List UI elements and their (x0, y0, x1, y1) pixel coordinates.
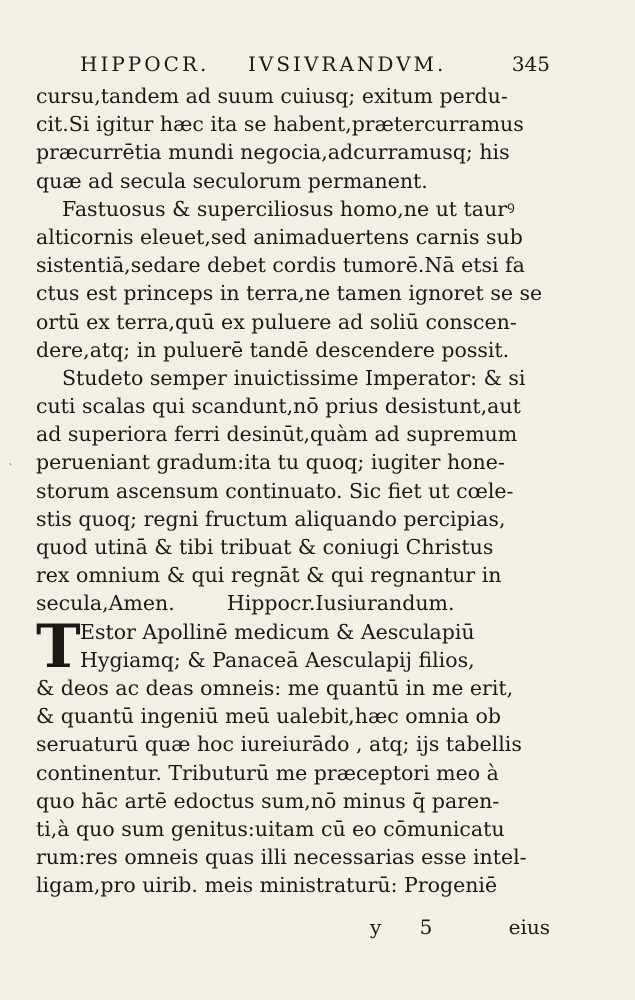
text-line: & quantū ingeniū meū ualebit,hæc omnia ob (36, 704, 502, 729)
text-line: seruaturū quæ hoc iureiurādo , atq; ijs tabellis (36, 732, 522, 757)
text-line: stis quoq; regni fructum aliquando percipias, (36, 506, 506, 531)
text-line: & deos ac deas omneis: me quantū in me erit, (36, 675, 514, 700)
text-line: Fastuosus & superciliosus homo,ne ut taurꝰ (62, 196, 515, 221)
drop-cap: T (36, 611, 81, 682)
catchword: eius (508, 915, 550, 939)
text-line: quo hāc artē edoctus sum,nō minus q̄ paren- (36, 788, 500, 813)
text-line: Hygiamq; & Panaceā Aesculapij filios, (80, 647, 475, 672)
text-line: rum:res omneis quas illi necessarias esse intel- (36, 845, 527, 870)
text-line: rex omnium & qui regnāt & qui regnantur in (36, 563, 502, 588)
running-head (80, 52, 550, 76)
text-line: ad superiora ferri desinūt,quàm ad supremum (36, 422, 518, 447)
text-line: continentur. Tributurū me præceptori meo à (36, 760, 499, 785)
text-line: quæ ad secula seculorum permanent. (36, 168, 428, 193)
text-line: dere,atq; in puluerē tandē descendere possit. (36, 337, 510, 362)
text-line: sistentiā,sedare debet cordis tumorē.Nā etsi fa (36, 253, 525, 278)
page-number: 345 (511, 52, 550, 76)
text-line: ligam,pro uirib. meis ministraturū: Progeniē (36, 873, 498, 898)
running-head-title: IVSIVRANDVM. (248, 52, 447, 76)
text-line: Studeto semper inuictissime Imperator: & si (62, 365, 526, 390)
text-line: quod utinā & tibi tribuat & coniugi Christus (36, 535, 494, 559)
running-head-left: HIPPOCR. (80, 52, 210, 76)
text-line: præcurrētia mundi negocia,adcurramusq; his (36, 140, 510, 165)
text-line: alticornis eleuet,sed animaduertens carnis sub (36, 224, 523, 249)
text-line: ti,à quo sum genitus:uitam cū eo cōmunicatu (36, 816, 505, 841)
text-line: cursu,tandem ad suum cuiusq; exitum perdu- (36, 84, 508, 108)
text-line: ctus est princeps in terra,ne tamen ignoret se se (36, 281, 543, 306)
section-heading-line: secula,Amen. Hippocr.Iusiurandum. (36, 591, 455, 616)
text-line: ortū ex terra,quū ex puluere ad soliū conscen- (36, 309, 517, 334)
oath-opening (36, 611, 536, 682)
text-line: Estor Apollinē medicum & Aesculapiū (80, 619, 475, 644)
signature-mark: y 5 (370, 915, 449, 939)
text-line: cit.Si igitur hæc ita se habent,prætercurramus (36, 112, 524, 137)
text-line: perueniant gradum:ita tu quoq; iugiter hone- (36, 450, 505, 475)
page-footer (370, 915, 550, 945)
body-text (36, 82, 543, 899)
margin-speck: ` (8, 462, 14, 476)
text-line: storum ascensum continuato. Sic fiet ut cœle- (36, 478, 514, 503)
text-line: cuti scalas qui scandunt,nō prius desistunt,aut (36, 394, 521, 419)
